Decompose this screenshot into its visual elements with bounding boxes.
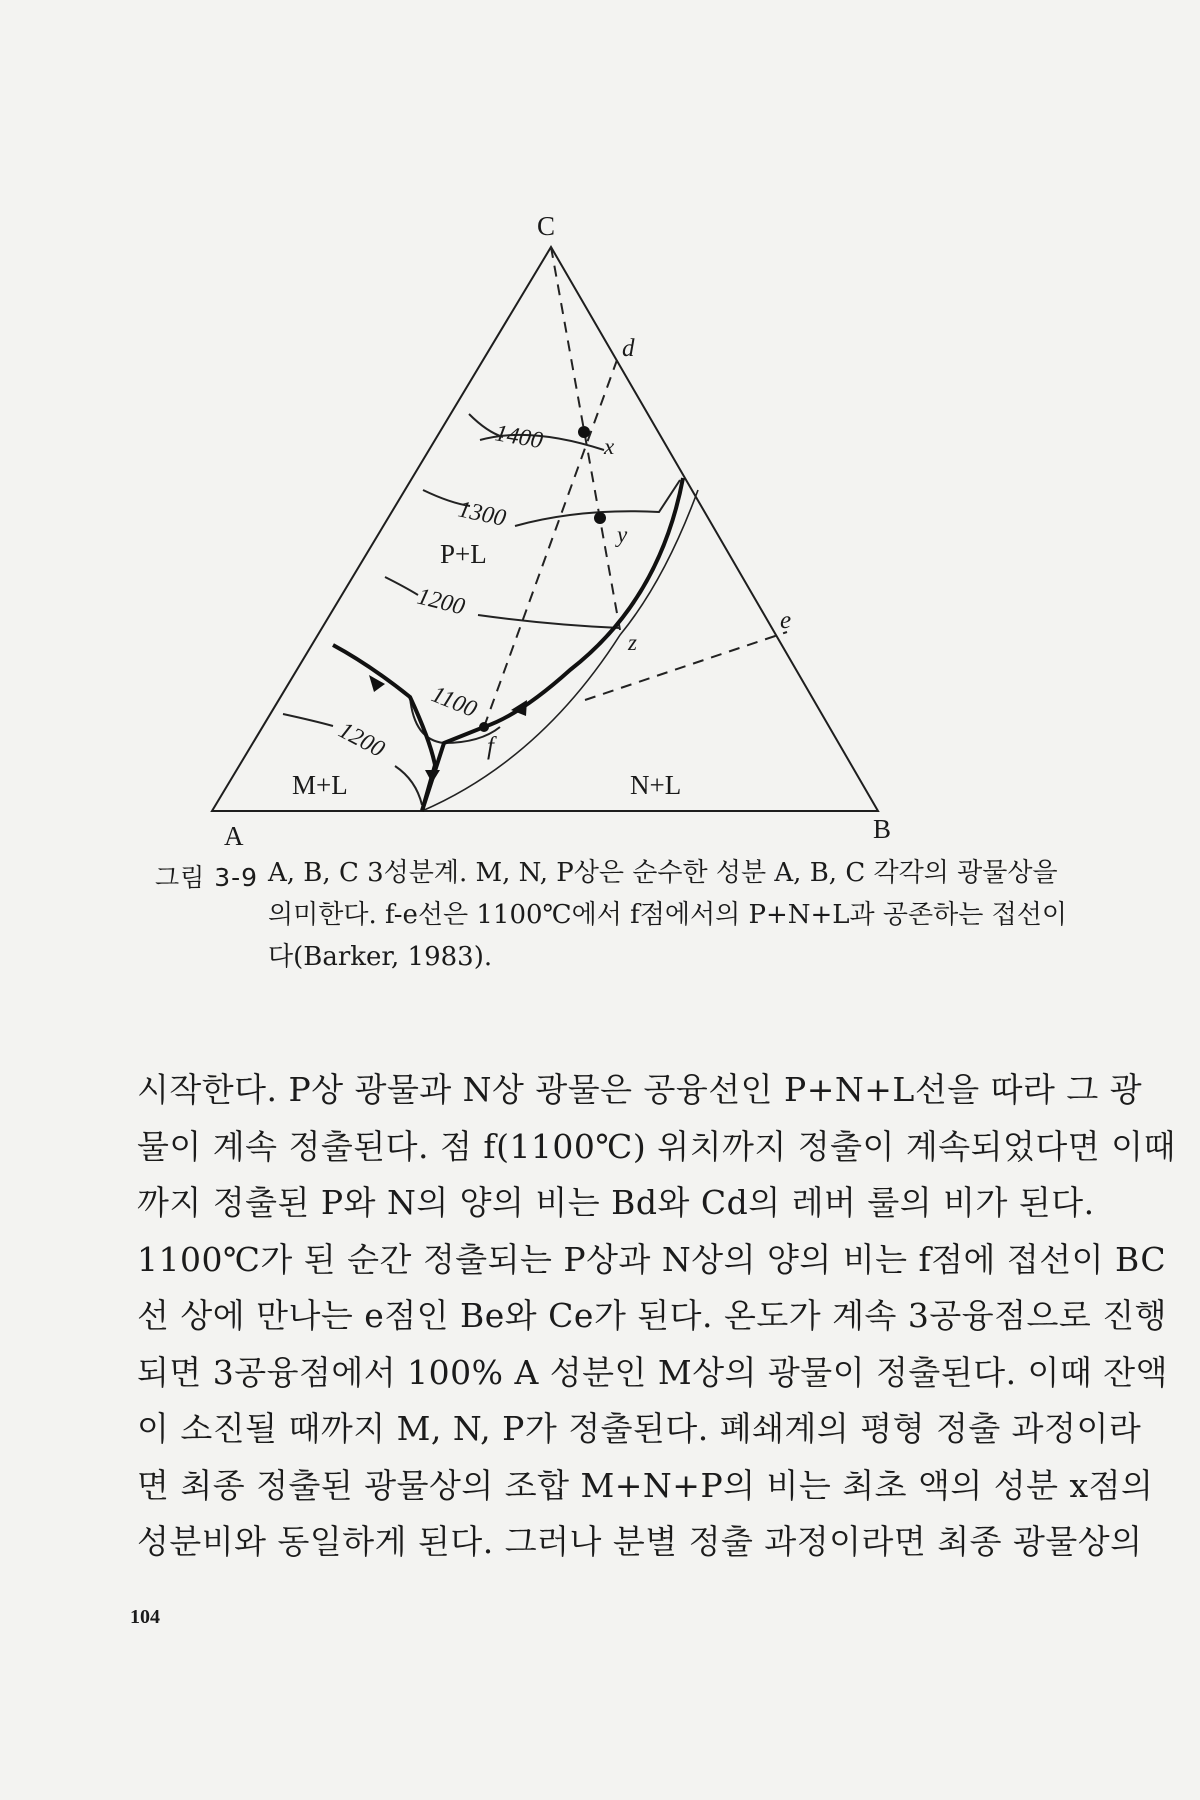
vertex-label-c: C <box>537 211 556 241</box>
isotherm-1200-lower <box>283 714 333 726</box>
body-line: 성분비와 동일하게 된다. 그러나 분별 정출 과정이라면 최종 광물상의 <box>137 1522 1143 1561</box>
point-label-e: e <box>780 607 792 634</box>
isotherm-label-1200-upper: 1200 <box>414 583 468 621</box>
body-line: 이 소진될 때까지 M, N, P가 정출된다. 폐쇄계의 평형 정출 과정이라 <box>137 1409 1142 1448</box>
caption-line: 의미한다. f-e선은 1100℃에서 f점에서의 P+N+L과 공존하는 접선이 <box>268 900 1067 930</box>
triangle-outline <box>212 247 878 811</box>
point-x <box>578 426 590 438</box>
vertex-label-b: B <box>873 814 892 844</box>
point-label-z: z <box>628 630 637 655</box>
point-label-x: x <box>604 434 615 459</box>
isotherm-label-1400: 1400 <box>492 420 545 455</box>
isotherm-label-1100: 1100 <box>427 681 481 723</box>
body-line: 1100℃가 된 순간 정출되는 P상과 N상의 양의 비는 f점에 접선이 BC <box>137 1239 1167 1279</box>
field-label-m-l: M+L <box>292 770 348 800</box>
body-line: 까지 정출된 P와 N의 양의 비는 Bd와 Cd의 레버 룰의 비가 된다. <box>137 1183 1095 1222</box>
vertex-label-a: A <box>224 821 244 851</box>
page-number: 104 <box>130 1606 160 1628</box>
figure-caption <box>268 852 1068 978</box>
isotherm-1200-upper-left <box>385 577 418 595</box>
ternary-phase-diagram <box>0 0 1200 860</box>
caption-line: A, B, C 3성분계. M, N, P상은 순수한 성분 A, B, C 각각의 광물상을 <box>268 858 1058 888</box>
body-line: 선 상에 만나는 e점인 Be와 Ce가 된다. 온도가 계속 3공융점으로 진행 <box>137 1296 1168 1335</box>
field-label-p-l: P+L <box>440 539 487 569</box>
body-line: 면 최종 정출된 광물상의 조합 M+N+P의 비는 최초 액의 성분 x점의 <box>137 1465 1154 1505</box>
cotectic-b-c <box>422 478 683 811</box>
isotherm-label-1300: 1300 <box>455 496 509 532</box>
body-line: 시작한다. P상 광물과 N상 광물은 공융선인 P+N+L선을 따라 그 광 <box>137 1070 1143 1109</box>
isotherm-1200-upper <box>478 615 620 628</box>
point-y <box>594 512 606 524</box>
point-label-y: y <box>617 522 628 547</box>
body-paragraph <box>137 1062 1176 1571</box>
point-label-d: d <box>622 335 635 362</box>
body-line: 되면 3공융점에서 100% A 성분인 M상의 광물이 정출된다. 이때 잔액 <box>137 1352 1169 1392</box>
figure-caption-label: 그림 3-9 <box>155 863 259 892</box>
isotherm-1200-lower-right <box>395 766 422 805</box>
field-label-n-l: N+L <box>630 770 682 800</box>
isotherm-label-1200-lower: 1200 <box>334 717 389 763</box>
point-label-f: f <box>487 733 494 760</box>
arrow-to-eutectic <box>425 770 440 783</box>
point-f <box>479 722 489 732</box>
line-f-to-d <box>484 360 617 727</box>
caption-line: 다(Barker, 1983). <box>268 942 493 972</box>
body-line: 물이 계속 정출된다. 점 f(1100℃) 위치까지 정출이 계속되었다면 이때 <box>137 1126 1176 1166</box>
